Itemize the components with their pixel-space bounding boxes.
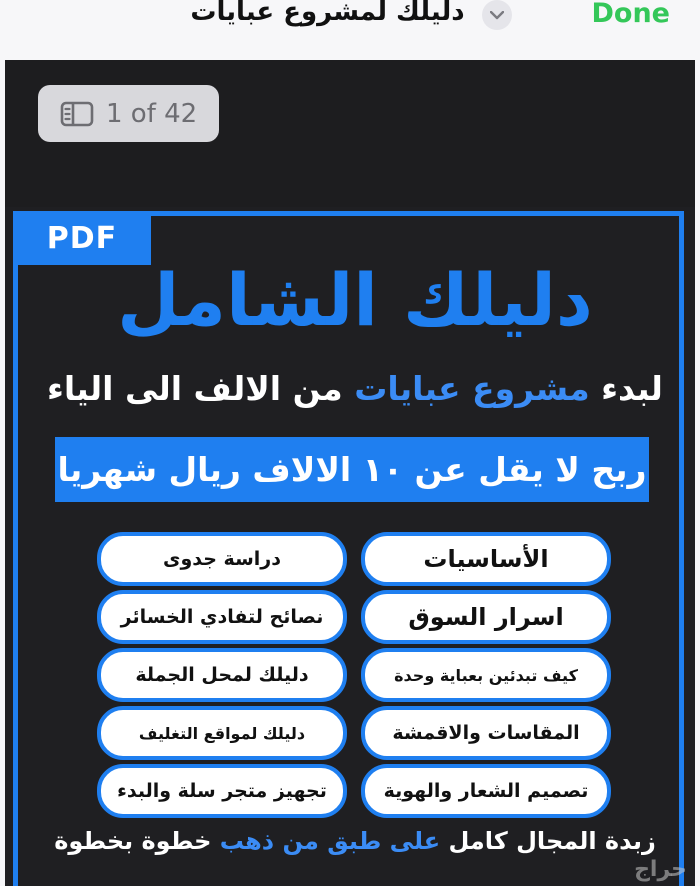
topic-pill: كيف تبدئين بعباية وحدة <box>361 648 611 702</box>
top-bar <box>0 0 700 56</box>
title-menu-button[interactable] <box>482 0 512 30</box>
subtitle-accent: مشروع عبايات <box>354 369 590 408</box>
watermark-logo: حراج <box>634 857 687 882</box>
flyer-subtitle <box>35 369 675 408</box>
footer-post: خطوة بخطوة <box>54 827 220 855</box>
profit-banner: ربح لا يقل عن ١٠ الالاف ريال شهريا <box>55 437 649 502</box>
footer-pre: زبدة المجال كامل <box>440 827 656 855</box>
flyer-footer <box>25 827 685 855</box>
page-counter-button[interactable] <box>38 85 219 142</box>
topic-pill: تجهيز متجر سلة والبدء <box>97 764 347 818</box>
document-title[interactable]: دليلك لمشروع عبايات <box>190 0 465 27</box>
subtitle-pre: لبدء <box>589 369 663 408</box>
topic-pill: دليلك لمواقع التغليف <box>97 706 347 760</box>
flyer-title: دليلك الشامل <box>117 258 593 342</box>
pdf-page <box>5 207 695 886</box>
topic-pill: نصائح لتفادي الخسائر <box>97 590 347 644</box>
sidebar-icon <box>60 101 94 127</box>
topic-pill: الأساسيات <box>361 532 611 586</box>
topic-pill: اسرار السوق <box>361 590 611 644</box>
topic-pill: دليلك لمحل الجملة <box>97 648 347 702</box>
topic-pill: المقاسات والاقمشة <box>361 706 611 760</box>
done-button[interactable]: Done <box>591 0 670 29</box>
topic-pill: دراسة جدوى <box>97 532 347 586</box>
pdf-tag: PDF <box>13 211 151 265</box>
page-counter-label: 1 of 42 <box>106 98 198 129</box>
subtitle-post: من الالف الى الياء <box>47 369 355 408</box>
topic-pill: تصميم الشعار والهوية <box>361 764 611 818</box>
chevron-down-icon <box>490 11 504 20</box>
footer-accent: على طبق من ذهب <box>219 827 441 855</box>
